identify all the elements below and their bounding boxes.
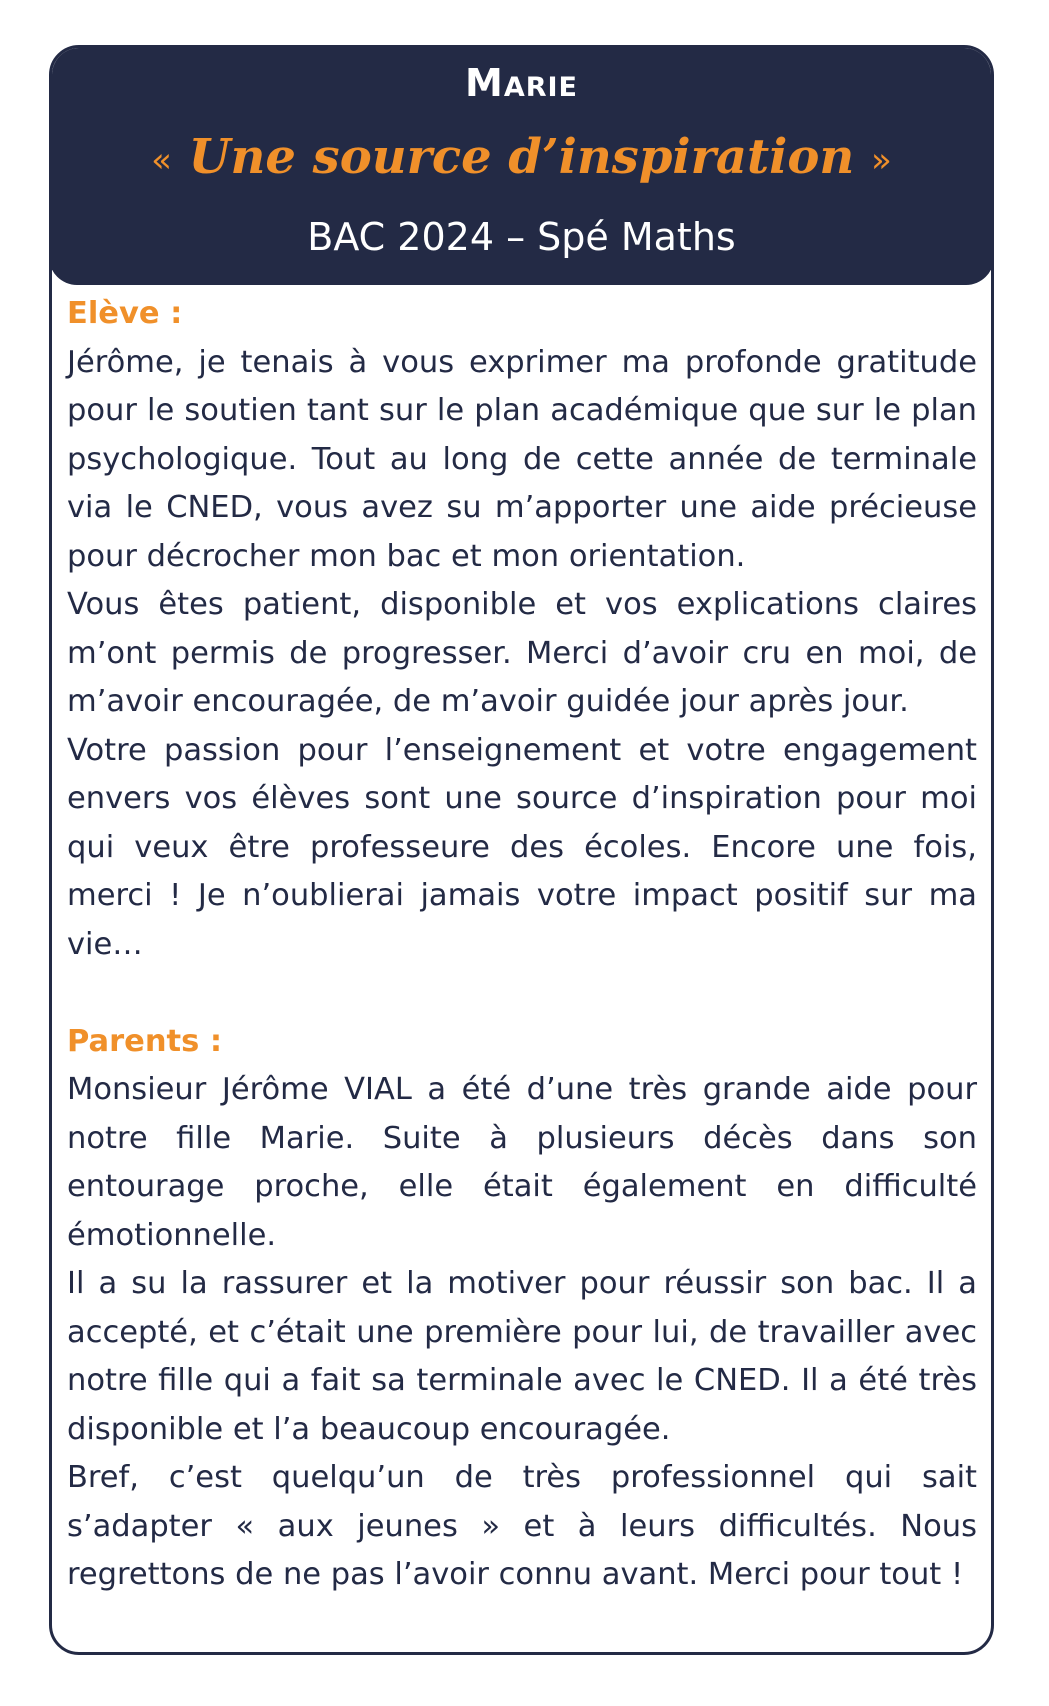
- card-header: [49, 45, 994, 285]
- section-title-parents: Parents :: [67, 1023, 223, 1059]
- eleve-paragraph: Jérôme, je tenais à vous exprimer ma profonde gratitude pour le soutien tant sur le plan académique que sur le plan psychologique. Tout au long de cette année de terminale via le CNED, vous avez su m’apporter une aide précieuse pour décrocher mon bac et mon orientation.: [67, 344, 977, 574]
- card-content: [67, 290, 977, 1600]
- quote-open-mark: «: [151, 140, 172, 181]
- parents-paragraph: Monsieur Jérôme VIAL a été d’une très grande aide pour notre fille Marie. Suite à plusieurs décès dans son entourage proche, elle était également en difficulté émotionnelle.: [67, 1072, 977, 1253]
- section-title-eleve: Elève :: [67, 296, 183, 331]
- quote-close-mark: »: [871, 140, 892, 181]
- parents-paragraph: Il a su la rassurer et la motiver pour réussir son bac. Il a accepté, et c’était une première pour lui, de travailler avec notre fille qui a fait sa terminale avec le CNED. Il a été très disponible et l’a beaucoup encouragée.: [67, 1266, 977, 1447]
- section-spacer: [67, 969, 977, 1018]
- exam-subtitle: BAC 2024 – Spé Maths: [307, 215, 736, 259]
- parents-paragraph: Bref, c’est quelqu’un de très professionnel qui sait s’adapter « aux jeunes » et à leurs difficultés. Nous regrettons de ne pas l’avoir connu avant. Merci pour tout !: [67, 1460, 977, 1592]
- eleve-paragraph: Votre passion pour l’enseignement et votre engagement envers vos élèves sont une source d’inspiration pour moi qui veux être professeure des écoles. Encore une fois, merci ! Je n’oublierai jamais votre impact positif sur ma vie…: [67, 732, 977, 962]
- testimonial-quote: [49, 129, 994, 185]
- student-name: Marie: [465, 61, 578, 105]
- testimonial-card: [49, 45, 994, 1655]
- eleve-paragraph: Vous êtes patient, disponible et vos explications claires m’ont permis de progresser. Merci d’avoir cru en moi, de m’avoir encouragée, de m’avoir guidée jour après jour.: [67, 587, 977, 719]
- quote-text: Une source d’inspiration: [188, 129, 855, 185]
